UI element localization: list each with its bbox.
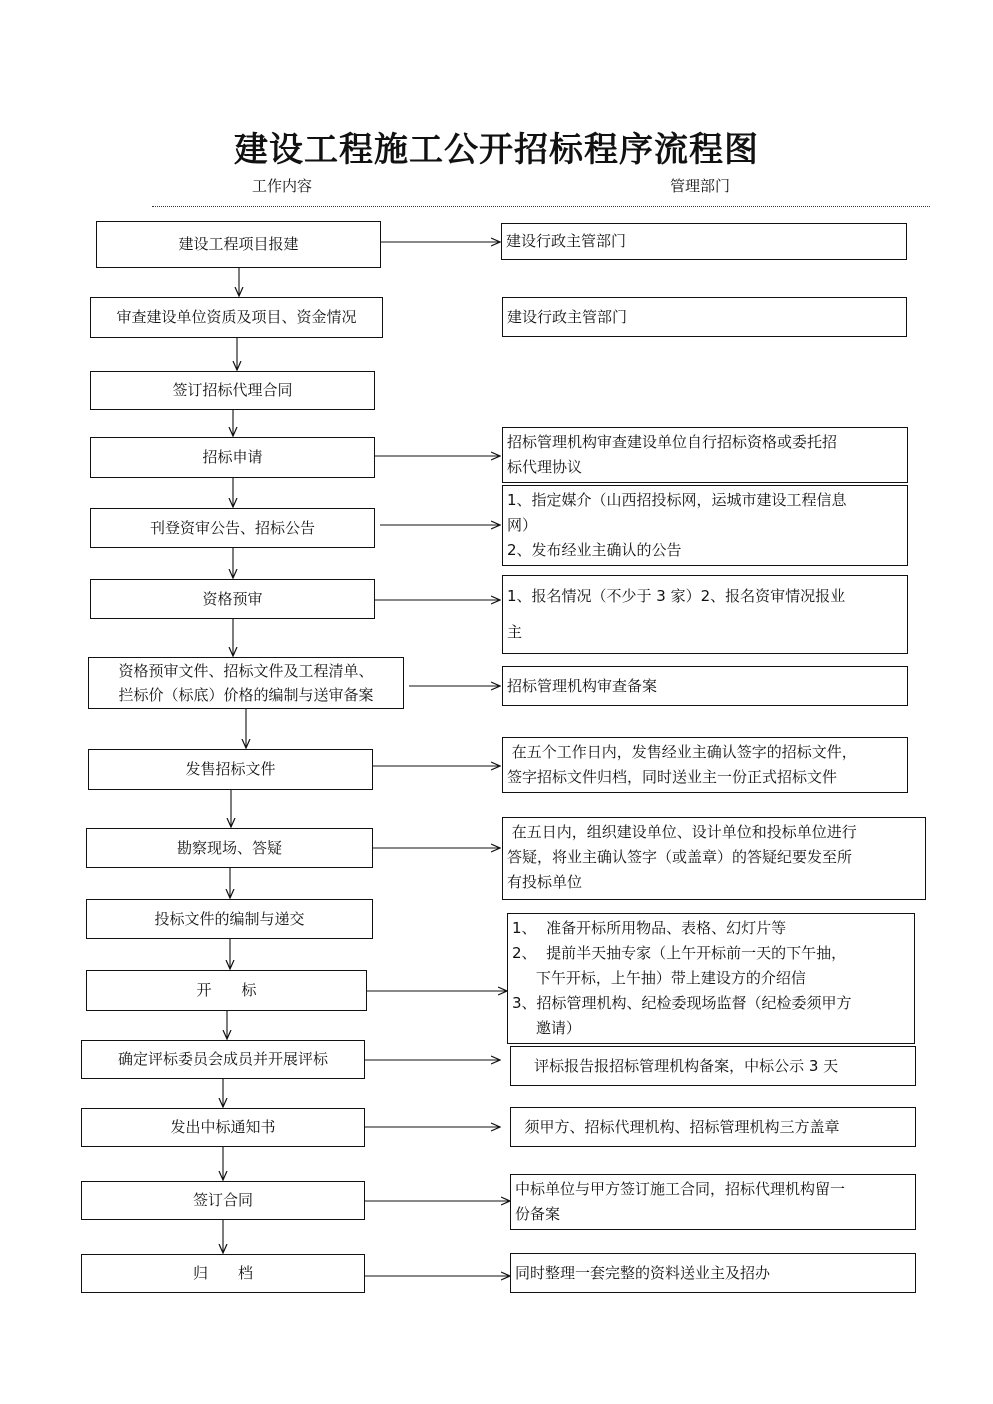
dept-text-line: 2、发布经业主确认的公告 — [507, 541, 682, 559]
step-label: 发出中标通知书 — [170, 1118, 276, 1136]
step-box-8 — [88, 749, 373, 790]
step-box-1 — [96, 221, 381, 268]
dept-text-line: 邀请） — [512, 1019, 581, 1037]
dept-text-line: 主 — [507, 623, 523, 641]
step-label: 建设工程项目报建 — [178, 235, 299, 253]
dept-box-6 — [502, 575, 908, 654]
dept-box-7 — [502, 666, 908, 706]
step-box-12 — [81, 1040, 365, 1079]
step-box-10 — [86, 899, 373, 939]
dept-text-line: 同时整理一套完整的资料送业主及招办 — [515, 1263, 771, 1282]
step-box-11 — [86, 970, 367, 1011]
dept-box-14 — [510, 1174, 916, 1230]
step-label: 确定评标委员会成员并开展评标 — [117, 1050, 328, 1068]
dept-box-8 — [502, 737, 908, 793]
dept-text-line: 网） — [507, 516, 538, 534]
dept-text-line: 在五日内，组织建设单位、设计单位和投标单位进行 — [507, 823, 857, 841]
dept-text-line: 1、报名情况（不少于 3 家）2、报名资审情况报业 — [507, 587, 846, 605]
dept-text-line: 招标管理机构审查建设单位自行招标资格或委托招 — [507, 433, 838, 451]
step-label: 签订招标代理合同 — [172, 381, 293, 399]
step-box-6 — [90, 579, 375, 619]
step-box-13 — [81, 1108, 365, 1147]
dept-text-line: 1、指定媒介（山西招投标网，运城市建设工程信息 — [507, 491, 847, 509]
dept-text-line: 份备案 — [515, 1205, 561, 1223]
step-box-3 — [90, 371, 375, 410]
dept-box-5 — [502, 485, 908, 566]
dept-text-line: 答疑，将业主确认签字（或盖章）的答疑纪要发至所 — [507, 848, 853, 866]
page-title: 建设工程施工公开招标程序流程图 — [234, 130, 759, 170]
dept-box-1 — [501, 223, 907, 260]
step-label: 勘察现场、答疑 — [176, 838, 282, 857]
step-box-5 — [90, 508, 375, 548]
step-box-4 — [90, 437, 375, 478]
dept-text-line: 建设行政主管部门 — [506, 232, 627, 250]
step-box-14 — [81, 1181, 365, 1220]
dept-text-line: 2、 提前半天抽专家（上午开标前一天的下午抽， — [512, 944, 847, 962]
step-label: 签订合同 — [192, 1191, 253, 1209]
dept-text-line: 签字招标文件归档，同时送业主一份正式招标文件 — [507, 768, 838, 786]
dept-box-13 — [510, 1107, 916, 1147]
dept-text-line: 下午开标，上午抽）带上建设方的介绍信 — [512, 969, 806, 987]
step-box-2 — [90, 297, 383, 338]
dept-text-line: 建设行政主管部门 — [507, 307, 628, 326]
step-box-15 — [81, 1254, 365, 1293]
step-label-line: 拦标价（标底）价格的编制与送审备案 — [118, 686, 374, 704]
step-label: 招标申请 — [202, 448, 263, 466]
dept-box-12 — [510, 1046, 916, 1086]
dept-text-line: 标代理协议 — [507, 458, 583, 476]
dept-box-2 — [502, 297, 907, 337]
dept-text-line: 招标管理机构审查备案 — [507, 676, 658, 695]
work-content-header: 工作内容 — [252, 177, 313, 195]
dept-text-line: 中标单位与甲方签订施工合同，招标代理机构留一 — [515, 1180, 846, 1198]
dept-text-line: 须甲方、招标代理机构、招标管理机构三方盖章 — [515, 1117, 840, 1136]
step-label-line: 资格预审文件、招标文件及工程清单、 — [118, 662, 374, 680]
dept-text-line: 1、 准备开标所用物品、表格、幻灯片等 — [512, 919, 787, 937]
step-label: 归 档 — [192, 1264, 253, 1282]
step-label: 开 标 — [196, 981, 257, 999]
dept-box-11 — [507, 913, 915, 1044]
dept-text-line: 在五个工作日内，发售经业主确认签字的招标文件， — [507, 743, 857, 761]
dept-box-4 — [502, 427, 908, 483]
management-dept-header: 管理部门 — [670, 177, 731, 195]
dept-box-15 — [510, 1253, 916, 1293]
dept-box-9 — [502, 817, 926, 900]
dept-text-line: 有投标单位 — [507, 873, 583, 891]
step-box-9 — [86, 828, 373, 868]
dept-text-line: 评标报告报招标管理机构备案，中标公示 3 天 — [515, 1056, 839, 1075]
step-label: 资格预审 — [202, 589, 263, 608]
step-label — [118, 659, 373, 707]
step-box-7 — [88, 657, 404, 709]
dept-text-line: 3、招标管理机构、纪检委现场监督（纪检委须甲方 — [512, 994, 852, 1012]
step-label: 刊登资审公告、招标公告 — [149, 518, 315, 537]
step-label: 发售招标文件 — [185, 760, 276, 778]
step-label: 审查建设单位资质及项目、资金情况 — [116, 308, 357, 326]
step-label: 投标文件的编制与递交 — [154, 909, 305, 928]
